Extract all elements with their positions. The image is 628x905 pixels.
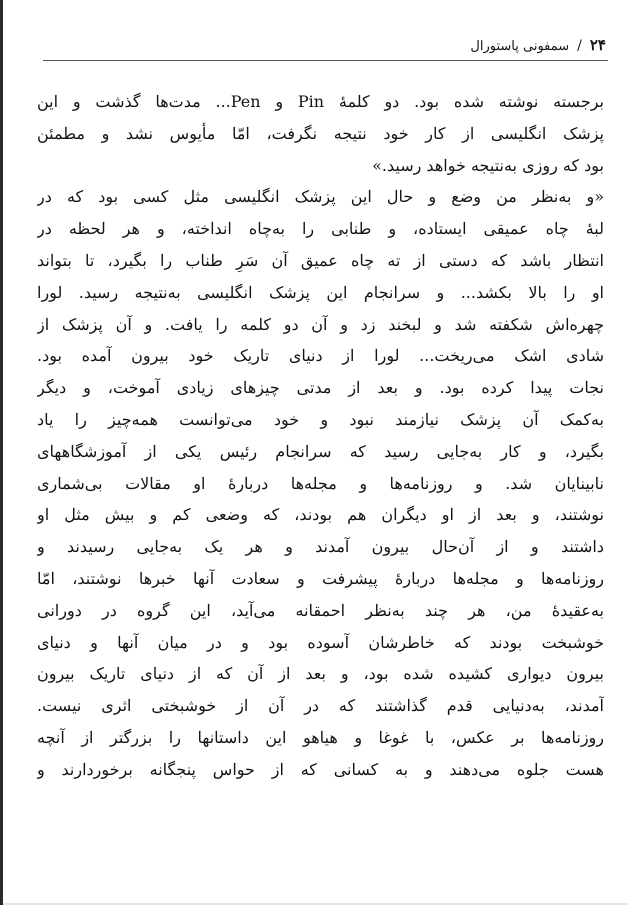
text-line: انتظار باشد که دستی از ته چاه عمیق آن سَرِ طناب را بگیرد، تا بتواند bbox=[37, 250, 604, 270]
page-number: ۲۴ bbox=[589, 36, 606, 54]
text-line: شادی اشک می‌ریخت... لورا از دنیای تاریک خود بیرون آمده بود. bbox=[37, 346, 604, 366]
text-line: داشتند و از آن‌حال بیرون آمدند و هر یک به‌جایی رسیدند و bbox=[37, 537, 604, 557]
book-title: سمفونی پاستورال bbox=[470, 39, 570, 54]
text-line: خوشبخت بودند که خاطرشان آسوده بود و در میان آنها و دنیای bbox=[37, 632, 604, 652]
header-rule bbox=[43, 60, 608, 61]
body-text bbox=[37, 86, 604, 786]
text-line: «و به‌نظر من وضع و حال این پزشک انگلیسی مثل کسی بود که در bbox=[37, 187, 604, 207]
text-line: پزشک انگلیسی از کار خود نتیجه نگرفت، امّا مأیوس نشد و مطمئن bbox=[37, 123, 604, 143]
text-line: بود که روزی به‌نتیجه خواهد رسید.» bbox=[372, 155, 604, 175]
text-line: نجات پیدا کرده بود. و بعد از مدتی چیزهای زیادی آموخت، و دیگر bbox=[37, 378, 604, 398]
text-line: به‌عقیدهٔ من، هر چند به‌نظر احمقانه می‌آید، این گروه در دورانی bbox=[37, 600, 604, 620]
text-line: چهره‌اش شکفته شد و لبخند زد و آن دو کلمه را یافت. و آن پزشک از bbox=[37, 314, 604, 334]
text-line: برجسته نوشته شده بود. دو کلمهٔ Pin و Pen... مدت‌ها گذشت و این bbox=[37, 92, 604, 111]
text-line: بیرون دیواری کشیده شده بود، و بعد از آن که از دنیای تاریک بیرون bbox=[37, 664, 604, 684]
text-line: روزنامه‌ها و مجله‌ها دربارهٔ پیشرفت و سعادت آنها خبرها نوشتند، امّا bbox=[37, 568, 604, 588]
text-line: هست جلوه می‌دهند و به کسانی که از حواس پنجگانه برخوردارند و bbox=[37, 759, 604, 779]
text-line: نابینایان شد. و روزنامه‌ها و مجله‌ها دربارهٔ او مقالات بی‌شماری bbox=[37, 473, 604, 493]
header-separator: / bbox=[577, 38, 582, 54]
text-line: لبهٔ چاه عمیقی ایستاده، و طنابی را به‌چاه انداخته، و هر لحظه در bbox=[37, 219, 604, 239]
text-line: نوشتند، و بعد از او دیگران هم بودند، که وضعی کم و بیش مثل او bbox=[37, 505, 604, 525]
running-head bbox=[407, 36, 606, 54]
text-line: روزنامه‌ها بر عکس، با غوغا و هیاهو این داستانها را بزرگتر از آنچه bbox=[37, 727, 604, 747]
text-line: بگیرد، و کار به‌جایی رسید که سرانجام رئیس یکی از آموزشگاههای bbox=[37, 441, 604, 461]
text-line: آمدند، به‌دنیایی قدم گذاشتند که در آن از خوشبختی اثری نیست. bbox=[37, 696, 604, 716]
text-line: به‌کمک آن پزشک نیازمند نبود و خود می‌توانست همه‌چیز را یاد bbox=[37, 409, 604, 429]
text-line: او را بالا بکشد... و سرانجام این پزشک انگلیسی به‌نتیجه رسید. لورا bbox=[37, 282, 604, 302]
